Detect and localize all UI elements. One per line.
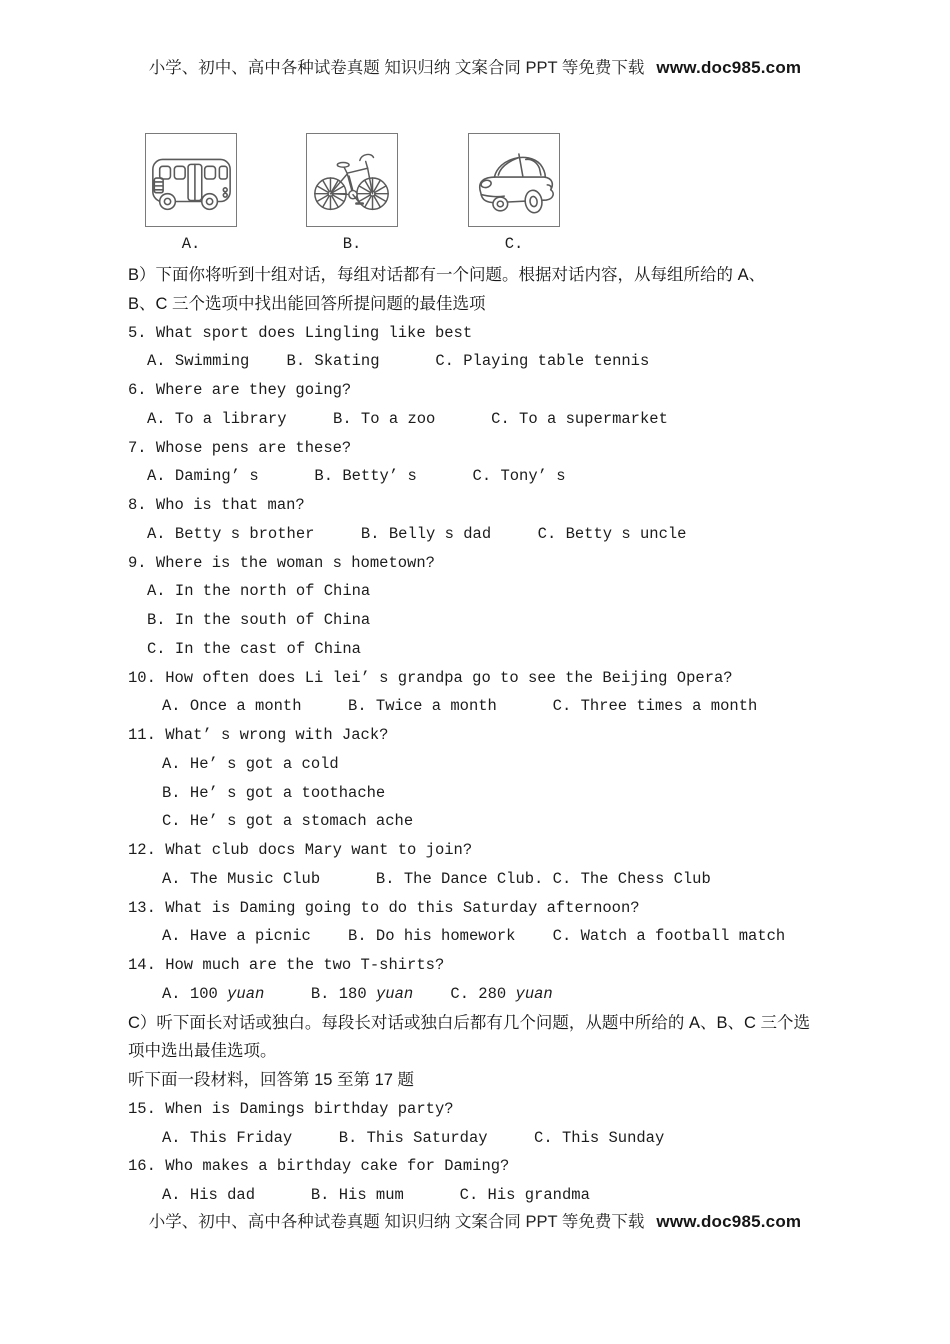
- header-site-url: www.doc985.com: [656, 58, 802, 77]
- question-7: 7. Whose pens are these?: [128, 438, 352, 457]
- question-15: 15. When is Damings birthday party?: [128, 1099, 454, 1118]
- question-15-options: A. This Friday B. This Saturday C. This Sunday: [162, 1128, 665, 1147]
- section-b-intro-line-2: B、C 三个选项中找出能回答所提问题的最佳选项: [128, 294, 486, 313]
- question-6: 6. Where are they going?: [128, 381, 352, 399]
- question-6-options: A. To a library B. To a zoo C. To a supermarket: [147, 409, 668, 428]
- question-8: 8. Who is that man?: [128, 496, 305, 514]
- question-9-option-b: B. In the south of China: [147, 611, 371, 629]
- picture-label-b: B.: [342, 235, 362, 253]
- footer-site-url: www.doc985.com: [656, 1212, 802, 1231]
- picture-label-a: A.: [181, 235, 201, 253]
- exam-body: [128, 261, 888, 1210]
- section-c-intro-line-1: C）听下面长对话或独白。每段长对话或独白后都有几个问题，从题中所给的 A、B、C 三个选: [128, 1013, 811, 1032]
- question-11-option-a: A. He’ s got a cold: [162, 754, 339, 773]
- question-14-option-a-text: A. 100: [162, 984, 228, 1003]
- yuan-italic-word: yuan: [515, 984, 553, 1003]
- yuan-italic-word: yuan: [227, 984, 265, 1003]
- yuan-italic-word: yuan: [375, 984, 414, 1003]
- question-14-option-c-text: C. 280: [413, 984, 516, 1003]
- question-13-options: A. Have a picnic B. Do his homework C. Watch a football match: [162, 927, 786, 946]
- question-13: 13. What is Daming going to do this Saturday afternoon?: [128, 898, 640, 917]
- question-8-options: A. Betty s brother B. Belly s dad C. Betty s uncle: [147, 524, 687, 543]
- question-16: 16. Who makes a birthday cake for Daming?: [128, 1157, 510, 1176]
- question-14-options: [128, 980, 888, 1009]
- question-14-option-b-text: B. 180: [264, 984, 376, 1003]
- picture-option-a: [145, 133, 237, 253]
- question-5: 5. What sport does Lingling like best: [128, 323, 473, 342]
- question-11-option-c: C. He’ s got a stomach ache: [162, 812, 414, 831]
- question-7-options: A. Daming’ s B. Betty’ s C. Tony’ s: [147, 467, 566, 486]
- question-11-option-b: B. He’ s got a toothache: [162, 783, 386, 802]
- header-promo-text: 小学、初中、高中各种试卷真题 知识归纳 文案合同 PPT 等免费下载: [148, 59, 645, 77]
- section-c-intro-line-2: 项中选出最佳选项。: [128, 1042, 277, 1061]
- question-12: 12. What club docs Mary want to join?: [128, 841, 473, 859]
- question-10-options: A. Once a month B. Twice a month C. Three times a month: [162, 697, 758, 716]
- section-c-material-note: 听下面一段材料，回答第 15 至第 17 题: [128, 1071, 415, 1089]
- picture-option-c: [468, 133, 560, 253]
- picture-option-b: [306, 133, 398, 253]
- question-9-option-c: C. In the cast of China: [147, 639, 361, 658]
- picture-label-c: C.: [504, 235, 524, 253]
- bus-illustration: [145, 133, 237, 227]
- page-header: [0, 57, 950, 79]
- question-14: 14. How much are the two T-shirts?: [128, 956, 445, 974]
- question-9-option-a: A. In the north of China: [147, 582, 371, 601]
- question-12-options: A. The Music Club B. The Dance Club. C. The Chess Club: [162, 869, 711, 888]
- question-9: 9. Where is the woman s hometown?: [128, 553, 435, 572]
- car-illustration: [468, 133, 560, 227]
- question-16-options: A. His dad B. His mum C. His grandma: [162, 1186, 590, 1204]
- page-footer: [0, 1211, 950, 1233]
- question-5-options: A. Swimming B. Skating C. Playing table tennis: [147, 352, 650, 371]
- bicycle-illustration: [306, 133, 398, 227]
- question-11: 11. What’ s wrong with Jack?: [128, 726, 389, 744]
- section-b-intro-line-1: B）下面你将听到十组对话，每组对话都有一个问题。根据对话内容，从每组所给的 A、: [128, 266, 766, 284]
- question-10: 10. How often does Li lei’ s grandpa go to see the Beijing Opera?: [128, 668, 733, 687]
- footer-promo-text: 小学、初中、高中各种试卷真题 知识归纳 文案合同 PPT 等免费下载: [148, 1213, 645, 1231]
